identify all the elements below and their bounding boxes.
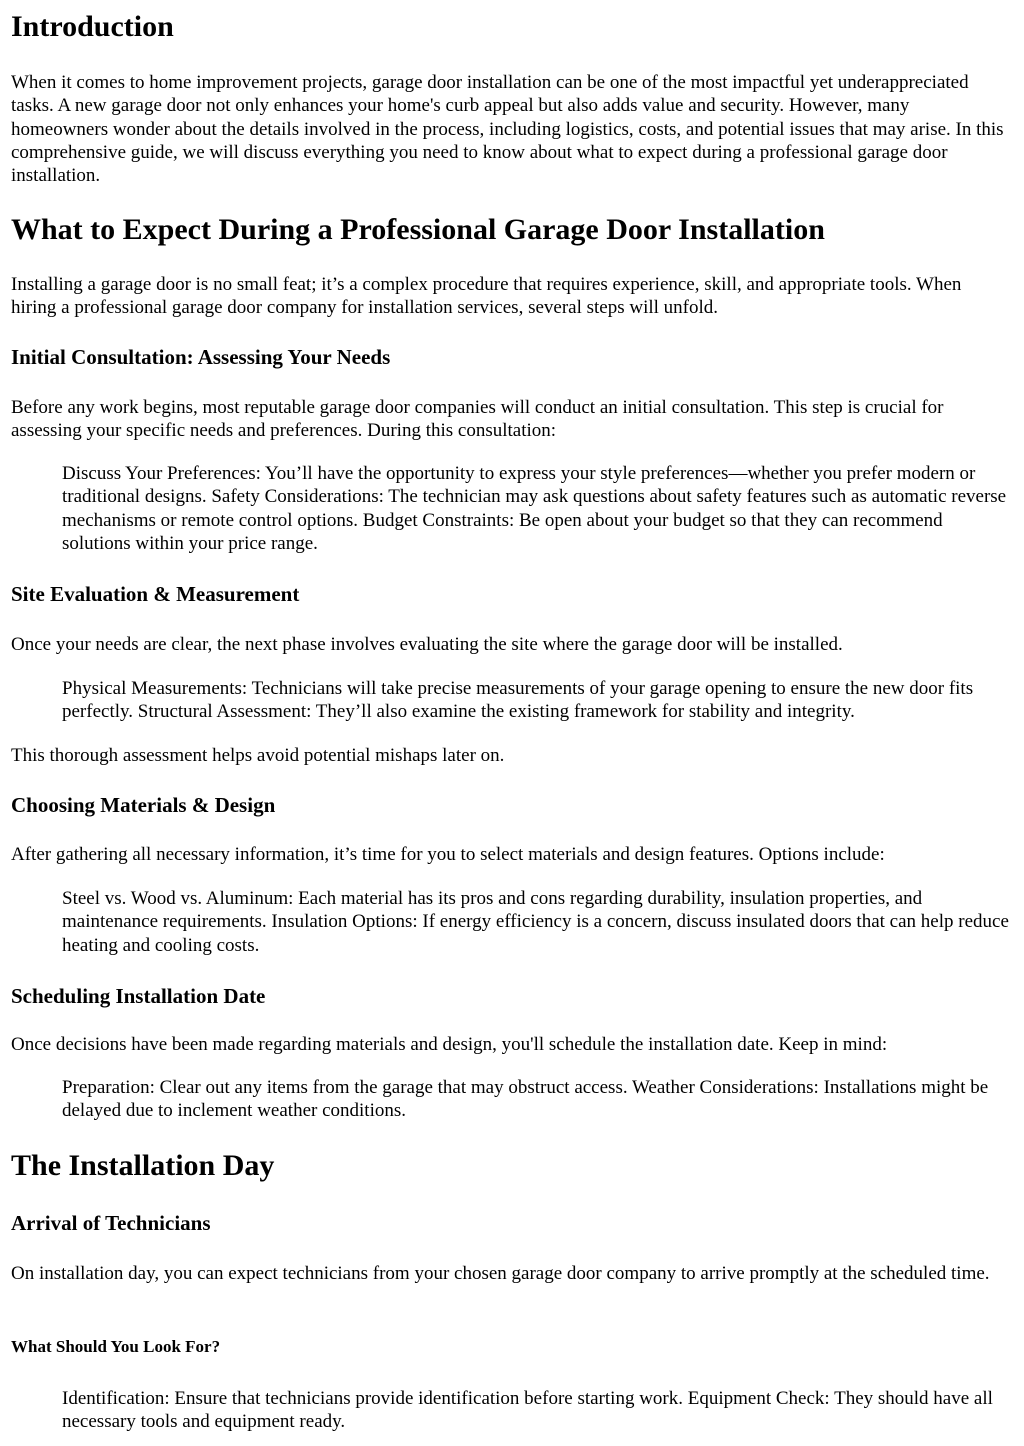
- site-paragraph: Once your needs are clear, the next phase involves evaluating the site where the garage door will be installed.: [11, 634, 843, 655]
- scheduling-heading: Scheduling Installation Date: [11, 984, 266, 1008]
- installation-day-heading: The Installation Day: [11, 1149, 275, 1182]
- materials-paragraph: After gathering all necessary information, it’s time for you to select materials and design features. Options include:: [11, 844, 885, 865]
- intro-heading: Introduction: [11, 10, 174, 43]
- site-heading: Site Evaluation & Measurement: [11, 582, 300, 606]
- consultation-paragraph: Before any work begins, most reputable garage door companies will conduct an initial consultation. This step is crucial for assessing your specific needs and preferences. During this consultation:: [11, 397, 944, 442]
- materials-quote: Steel vs. Wood vs. Aluminum: Each material has its pros and cons regarding durability, insulation properties, and maintenance requirements. Insulation Options: If energy efficiency is a concern, discuss insulated doors that can help reduce heating and cooling costs.: [62, 888, 1009, 956]
- scheduling-quote: Preparation: Clear out any items from the garage that may obstruct access. Weather Considerations: Installations might be delayed due to inclement weather conditions.: [62, 1077, 989, 1122]
- arrival-heading: Arrival of Technicians: [11, 1211, 211, 1235]
- arrival-paragraph: On installation day, you can expect technicians from your chosen garage door company to arrive promptly at the scheduled time.: [11, 1263, 990, 1284]
- expect-paragraph: Installing a garage door is no small feat; it’s a complex procedure that requires experience, skill, and appropriate tools. When hiring a professional garage door company for installation services, several steps will unfold.: [11, 274, 962, 319]
- site-quote: Physical Measurements: Technicians will take precise measurements of your garage opening to ensure the new door fits perfectly. Structural Assessment: They’ll also examine the existing framework for stability and integrity.: [62, 678, 974, 723]
- site-after-paragraph: This thorough assessment helps avoid potential mishaps later on.: [11, 745, 505, 766]
- consultation-quote: Discuss Your Preferences: You’ll have the opportunity to express your style preferences—whether you prefer modern or traditional designs. Safety Considerations: The technician may ask questions about safety features such as automatic reverse mechanisms or remote control options. Budget Constraints: Be open about your budget so that they can recommend solutions within your price range.: [62, 463, 1007, 554]
- materials-heading: Choosing Materials & Design: [11, 793, 276, 817]
- intro-paragraph: When it comes to home improvement projects, garage door installation can be one of the most impactful yet underappreciated tasks. A new garage door not only enhances your home's curb appeal but also adds value and security. However, many homeowners wonder about the details involved in the process, including logistics, costs, and potential issues that may arise. In this comprehensive guide, we will discuss everything you need to know about what to expect during a professional garage door installation.: [11, 72, 1004, 187]
- expect-heading: What to Expect During a Professional Garage Door Installation: [11, 213, 825, 246]
- consultation-heading: Initial Consultation: Assessing Your Needs: [11, 345, 391, 369]
- scheduling-paragraph: Once decisions have been made regarding materials and design, you'll schedule the installation date. Keep in mind:: [11, 1034, 888, 1055]
- lookfor-heading: What Should You Look For?: [11, 1337, 221, 1356]
- lookfor-quote: Identification: Ensure that technicians provide identification before starting work. Equipment Check: They should have all necessary tools and equipment ready.: [62, 1388, 993, 1433]
